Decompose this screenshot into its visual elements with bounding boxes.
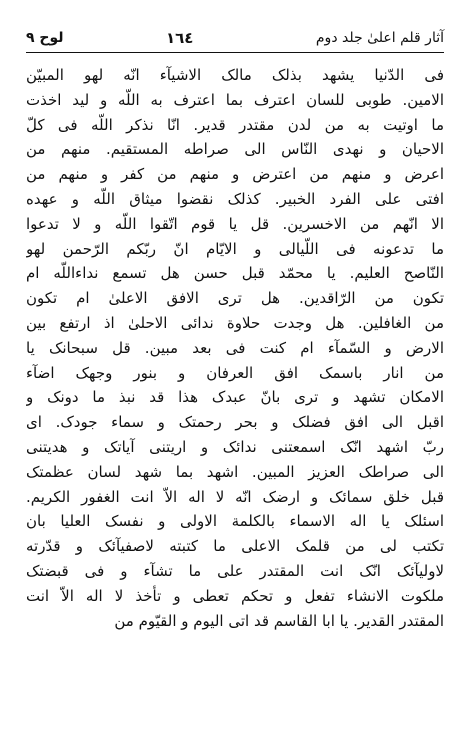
text-line-21: لاولیآئک انّک انت المقتدر علی ما تشآء و فی قبضتک [26,561,444,580]
text-line-14: الامکان تشهد و تری بانّ عبدک هذا قد نبذ ما دونک و [26,388,444,407]
text-line-10: تکون من الرّاقدین. هل تری الافق الاعلیٰ ام تکون [26,289,444,308]
text-line-9: النّاصح العلیم. یا محمّد قبل حسن هل تسمع نداءاللّه ام [26,264,444,283]
page-number: ١٦٤ [165,28,194,47]
text-line-19: اسئلک یا اله الاسماء بالکلمة الاولی و نفسک العلیا بان [26,512,444,531]
text-line-16: ربّ اشهد انّک اسمعتنی ندائک و اریتنی آیاتک و هدیتنی [26,437,444,456]
body-text [26,63,444,743]
text-line-1: فی الدّنیا یشهد بذلک مالک الاشیآء انّه لهو المبیّن [26,66,444,84]
text-line-8: ما تدعونه فی اللّیالی و الایّام انّ ربّکم الرّحمن لهو [26,239,444,258]
text-line-23: المقتدر القدیر. یا ابا القاسم قد اتی الیوم و القیّوم من [114,611,444,630]
text-line-4: الاحیان و نهدی النّاس الی صراطه المستقیم. منهم من [26,140,444,159]
text-line-20: تکتب لی من قلمک الاعلی ما کتبته لاصفیآئک و قدّرته [26,537,444,556]
text-line-13: من انار باسمک افق العرفان و بنور وجهک اضآء [26,363,444,382]
text-line-12: الارض و السّمآء ام کنت فی بعد مبین. قل سبحانک یا [26,338,444,357]
text-line-5: اعرض و منهم من اعترض و منهم من کفر و منهم من [26,165,444,184]
text-line-15: اقبل الی افق فضلک و بحر رحمتک و سماء جودک. ای [26,413,444,432]
text-line-18: قبل خلق سمائک و ارضک انّه لا اله الاّ انت الغفور الکریم. [26,487,444,506]
running-header [26,24,444,52]
tablet-number: لوح ٩ [26,30,64,46]
header-rule [26,52,444,53]
text-line-2: الامین. طوبی للسان اعترف بما اعترف به اللّه و لید اخذت [26,90,444,109]
text-line-11: من الغافلین. هل وجدت حلاوة ندائی الاحلیٰ اذ ارتفع بین [26,313,444,332]
text-line-7: الا انّهم من الاخسرین. قل یا قوم اتّقوا اللّه و لا تدعوا [26,214,444,233]
text-line-3: ما اوتیت به من لدن مقتدر قدیر. انّا نذکر اللّه فی کلّ [26,115,444,134]
text-line-22: ملکوت الانشاء تفعل و تحکم تعطی و تأخذ لا اله الاّ انت [26,586,444,605]
text-line-6: افتی علی الفرد الخبیر. کذلک نقضوا میثاق اللّه و عهده [26,189,444,208]
book-title: آثار قلم اعلیٰ جلد دوم [315,30,444,46]
text-line-17: الی صراطک العزیز المبین. اشهد بما شهد لسان عظمتک [26,462,444,481]
